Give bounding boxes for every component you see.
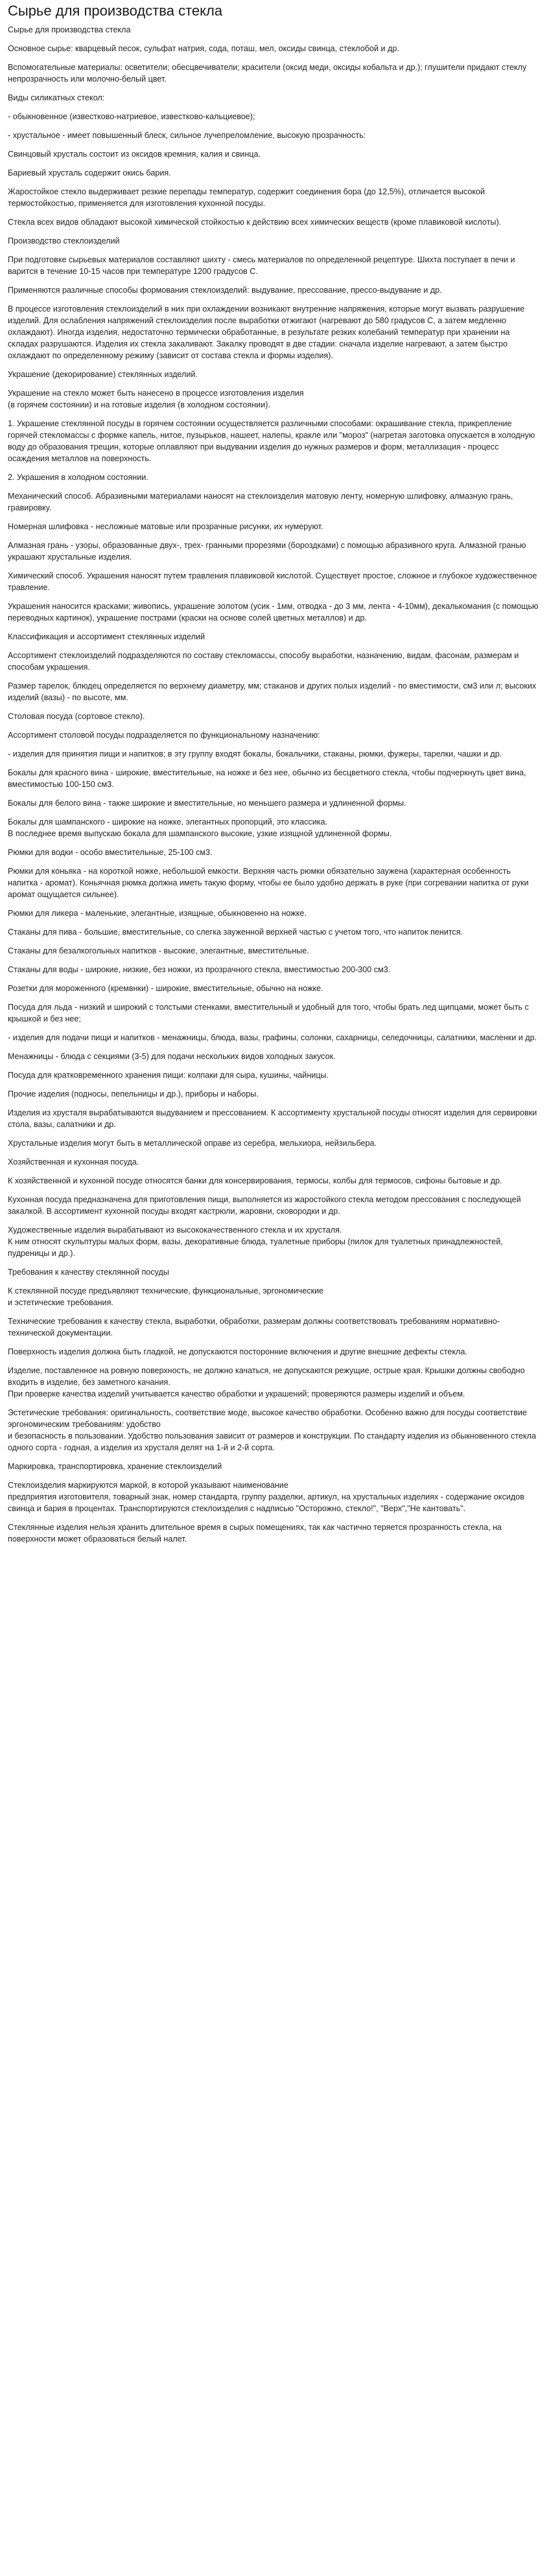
paragraph: Маркировка, транспортировка, хранение стеклоизделий: [8, 1462, 222, 1471]
paragraph: Изделие, поставленное на ровную поверхность, не должно качаться, не допускаются режущие, острые края. Крышки должны свободно входить в изделие, без заметного качания. При проверке качества изделий учитывается качество обработки и украшений; проверяются размеры изделий и объем.: [8, 1366, 525, 1398]
paragraph: Ассортимент столовой посуды подразделяется по функциональному назначению:: [8, 731, 320, 740]
paragraph: - изделия для подачи пищи и напитков - менажницы, блюда, вазы, графины, солонки, сахарницы, селедочницы, салатники, масленки и др.: [8, 1033, 537, 1042]
paragraph: - обыкновенное (известково-натриевое, известково-кальциевое);: [8, 112, 255, 121]
paragraph: Рюмки для водки - особо вместительные, 25-100 см3.: [8, 848, 213, 857]
paragraph: Размер тарелок, блюдец определяется по верхнему диаметру, мм; стаканов и других полых изделий - по вместимости, см3 или л; высоких изделий (вазы) - по высоте, мм.: [8, 681, 537, 702]
paragraph: Хозяйственная и кухонная посуда.: [8, 1157, 139, 1167]
paragraph: Стаканы для воды - широкие, низкие, без ножки, из прозрачного стекла, вместимостью 200-300 см3.: [8, 965, 391, 974]
paragraph: Применяются различные способы формования стеклоизделий: выдувание, прессование, прессо-выдувание и др.: [8, 286, 442, 295]
paragraph: Посуда для кратковременного хранения пищи: колпаки для сыра, кушины, чайницы.: [8, 1071, 329, 1080]
paragraph: Ассортимент стеклоизделий подразделяются по составу стекломассы, способу выработки, назначению, видам, фасонам, размерам и способам украшения.: [8, 651, 519, 672]
paragraph: Требования к качеству стеклянной посуды: [8, 1268, 169, 1277]
paragraph: Менажницы - блюда с секциями (3-5) для подачи нескольких видов холодных закусок.: [8, 1052, 336, 1061]
paragraph: Украшения наносится красками; живопись, украшение золотом (усик - 1мм, отводка - до 3 мм, лента - 4-10мм), декалькомания (с помощью переводных картинок), украшение пострами (краски на основе солей цветных металлов) и др.: [8, 602, 539, 622]
paragraph: Стеклоизделия маркируются маркой, в которой указывают наименование предприятия изготовителя, товарный знак, номер стандарта, группу разделки, артикул, на хрустальных изделиях - содержание оксидов свинца и бария в процентах. Транспортируются стеклоизделия с надписью "Осторожно, стекло!", "Верх","Не кантовать".: [8, 1481, 524, 1513]
paragraph: Бокалы для белого вина - также широкие и вместительные, но меньшего размера и удлиненной формы.: [8, 799, 406, 808]
paragraph: Посуда для льда - низкий и широкий с толстыми стенками, вместительный и удобный для того, чтобы брать лед щипцами, может быть с крышкой и без нее;: [8, 1003, 529, 1023]
paragraph: Бокалы для шампанского - широкие на ножке, элегантных пропорций, это классика. В последнее время выпускаю бокала для шампанского высокие, узкие изящной удлиненной формы.: [8, 817, 392, 838]
paragraph: Художественные изделия вырабатывают из высококачественного стекла и их хрусталя. К ним относят скульптуры малых форм, вазы, декоративные блюда, туалетные приборы (пилок для туалетных принадлежностей, пудреницы и др.).: [8, 1225, 503, 1258]
paragraph: Стекла всех видов обладают высокой химической стойкостью к действию всех химических веществ (кроме плавиковой кислоты).: [8, 218, 502, 227]
paragraph: Бокалы для красного вина - широкие, вместительные, на ножке и без нее, обычно из бесцветного стекла, чтобы подчеркнуть цвет вина, вместимостью 100-150 см3.: [8, 768, 526, 789]
paragraph: Стаканы для пива - большие, вместительные, со слегка зауженной верхней частью с учетом того, что напиток пенится.: [8, 928, 463, 937]
paragraph: Химический способ. Украшения наносят путем травления плавиковой кислотой. Существует простое, сложное и глубокое художественное травление.: [8, 571, 537, 592]
paragraph: Украшение (декорирование) стеклянных изделий.: [8, 370, 198, 379]
paragraph: Классификация и ассортимент стеклянных изделий: [8, 632, 205, 641]
paragraph: 2. Украшения в холодном состоянии.: [8, 473, 148, 482]
paragraph: Алмазная грань - узоры, образованные двух-, трех- гранными прорезями (бороздками) с помощью абразивного круга. Алмазной гранью украшают хрустальные изделия.: [8, 541, 526, 562]
paragraph: В процессе изготовления стеклоизделий в них при охлаждении возникают внутренние напряжения, которые могут вызвать разрушение изделий. Для ослабления напряжений стеклоизделия после выработки отжигают (нагревают до 580 градусов С, а затем медленно охлаждают). Иногда изделия, недостаточно термически обработанные, в результате резких колебаний температур при хранении на складах разрушаются. Изделия их стекла закаливают. Закалку проводят в две стадии: сначала изделие нагревают, а затем быстро охлаждают по определенному режиму (зависит от состава стекла и формы изделия).: [8, 304, 525, 360]
paragraph: Хрустальные изделия могут быть в металлической оправе из серебра, мельхиора, нейзильбера.: [8, 1139, 377, 1148]
article-body: [8, 24, 541, 1545]
paragraph: Основное сырье: кварцевый песок, сульфат натрия, сода, поташ, мел, оксиды свинца, стеклобой и др.: [8, 44, 399, 53]
paragraph: Поверхность изделия должна быть гладкой, не допускаются посторонние включения и другие внешние дефекты стекла.: [8, 1347, 467, 1356]
paragraph: Стеклянные изделия нельзя хранить длительное время в сырых помещениях, так как частично теряется прозрачность стекла, на поверхности может образоваться белый налет.: [8, 1523, 502, 1544]
paragraph: Механический способ. Абразивными материалами наносят на стеклоизделия матовую ленту, номерную шлифовку, алмазную грань, гравировку.: [8, 492, 513, 512]
paragraph: Виды силикатных стекол:: [8, 93, 105, 102]
paragraph: При подготовке сырьевых материалов составляют шихту - смесь материалов по определенной рецептуре. Шихта поступает в печи и варится в течение 10-15 часов при температуре 1200 градусов С.: [8, 255, 515, 276]
paragraph: Технические требования к качеству стекла, выработки, обработки, размерам должны соответствовать требованиям нормативно-технической документации.: [8, 1317, 500, 1338]
paragraph: Вспомогательные материалы: осветители; обесцвечиватели; красители (оксид меди, оксиды кобальта и др.); глушители придают стеклу непрозрачность или молочно-белый цвет.: [8, 63, 527, 84]
paragraph: Украшение на стекло может быть нанесено в процессе изготовления изделия (в горячем состоянии) и на готовые изделия (в холодном состоянии).: [8, 389, 304, 409]
paragraph: Прочие изделия (подносы, пепельницы и др.), приборы и наборы.: [8, 1089, 259, 1099]
paragraph: Розетки для мороженного (кремвнки) - широкие, вместительные, обычно на ножке.: [8, 984, 323, 993]
paragraph: Сырье для производства стекла: [8, 25, 131, 34]
paragraph: 1. Украшение стеклянной посуды в горячем состоянии осуществляется различными способами: окрашивание стекла, прикрепление горячей стекломассы с формке капель, нитое, пузырьков, нашеет, налепы, кракле или "мороз" (нагретая заготовка опускается в холодную воду до образования трещин, которые оплавляют при выдувании изделия до нужных размеров и форм, металлизация - процесс осаждения металлов на поверхность.: [8, 419, 535, 463]
paragraph: Номерная шлифовка - несложные матовые или прозрачные рисунки, их нумеруют.: [8, 522, 323, 531]
paragraph: К хозяйственной и кухонной посуде относятся банки для консервирования, термосы, колбы для термосов, сифоны бытовые и др.: [8, 1176, 502, 1185]
paragraph: Свинцовый хрусталь состоит из оксидов кремния, калия и свинца.: [8, 150, 261, 159]
paragraph: Столовая посуда (сортовое стекло).: [8, 712, 145, 721]
paragraph: - хрустальное - имеет повышенный блеск, сильное лучепреломление, высокую прозрачность:: [8, 131, 366, 140]
paragraph: К стеклянной посуде предъявляют технические, функциональные, эргономические и эстетические требования.: [8, 1286, 324, 1307]
paragraph: Стаканы для безалкогольных напитков - высокие, элегантные, вместительные.: [8, 946, 309, 955]
paragraph: Бариевый хрусталь содержит окись бария.: [8, 168, 171, 177]
paragraph: Производство стеклоизделий: [8, 236, 120, 245]
paragraph: Жаростойкое стекло выдерживает резкие перепады температур, содержит соединения бора (до 12,5%), отличается высокой термостойкостью, применяется для изготовления кухонной посуды.: [8, 187, 485, 208]
paragraph: - изделия для принятия пищи и напитков; в эту группу входят бокалы, бокальчики, стаканы, рюмки, фужеры, тарелки, чашки и др.: [8, 749, 502, 758]
paragraph: Изделия из хрусталя вырабатываются выдуванием и прессованием. К ассортименту хрустальной посуды относят изделия для сервировки стола, вазы, салатники и др.: [8, 1108, 537, 1129]
paragraph: Кухонная посуда предназначена для приготовления пищи, выполняется из жаростойкого стекла методом прессования с последующей закалкой. В ассортимент кухонной посуды входят кастрюли, жаровни, сковородки и др.: [8, 1195, 521, 1216]
paragraph: Рюмки для коньяка - на короткой ножке, небольшой емкости. Верхняя часть рюмки обязательно зауженa (характерная особенность напитка - аромат). Коньячная рюмка должна иметь такую форму, чтобы ее было удобно держать в руке (при согревании напитка от руки аромат ощущается сильнее).: [8, 867, 529, 899]
page-title: Сырье для производства стекла: [8, 3, 223, 19]
paragraph: Эстетические требования: оригинальность, соответствие моде, высокое качество обработки. Особенно важно для посуды соответствие эргономическим требованиям: удобство и безопасность в пользовании. Удобство пользования зависит от размеров и конструкции. По стандарту изделия из обыкновенного стекла одного сорта - годная, а изделия из хрусталя делят на 1-й и 2-й сорта.: [8, 1408, 536, 1452]
paragraph: Рюмки для ликера - маленькие, элегантные, изящные, обыкновенно на ножке.: [8, 909, 307, 918]
